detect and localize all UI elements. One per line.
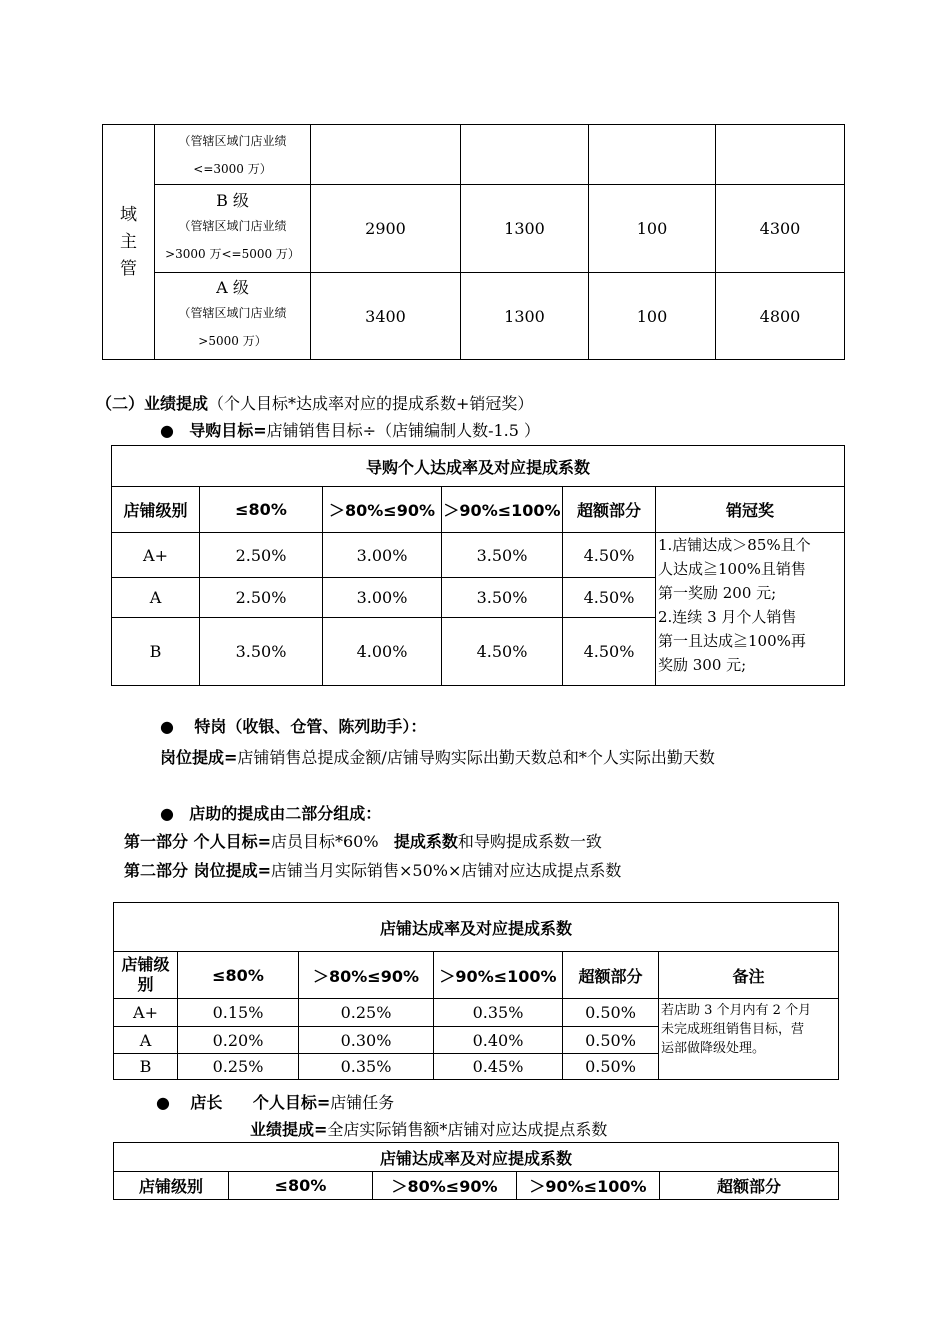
grade-note: （管辖区域门店业绩 <box>178 133 287 148</box>
table-cell: 0.50% <box>563 1027 659 1054</box>
award-line: 第一且达成≧100%再 <box>658 632 806 650</box>
table-header: 超额部分 <box>563 487 656 533</box>
table-header: ≤80% <box>229 1172 373 1200</box>
side-label <box>103 125 155 360</box>
table-cell: 100 <box>589 273 716 360</box>
table-cell: 0.40% <box>434 1027 563 1054</box>
table-header: ＞90%≤100% <box>517 1172 660 1200</box>
table-header: 备注 <box>659 952 839 999</box>
manager-bullet <box>156 1090 394 1113</box>
grade-note: >3000 万<=5000 万） <box>165 246 300 261</box>
table-header: 店铺级别 <box>114 1172 229 1200</box>
table-header: 店铺级别 <box>114 952 178 999</box>
award-line: 奖励 300 元; <box>658 656 747 674</box>
table-header: 店铺级别 <box>112 487 200 533</box>
assistant-part1 <box>124 829 602 852</box>
table-cell: 4.50% <box>563 618 656 686</box>
award-line: 第一奖励 200 元; <box>658 584 777 602</box>
table-header: ＞90%≤100% <box>434 952 563 999</box>
special-post-label: 特岗（收银、仓管、陈列助手）： <box>194 717 427 736</box>
table-cell: 0.35% <box>299 1054 434 1080</box>
award-line: 人达成≧100%且销售 <box>658 560 806 578</box>
special-post-rest: 店铺销售总提成金额/店铺导购实际出勤天数总和*个人实际出勤天数 <box>237 748 715 767</box>
assistant-part1-bold: 第一部分 个人目标= <box>124 832 271 851</box>
table-cell: 3.00% <box>323 578 442 618</box>
table-header: 超额部分 <box>660 1172 839 1200</box>
table-cell: A+ <box>114 999 178 1027</box>
table-cell: 0.45% <box>434 1054 563 1080</box>
guide-commission-table <box>111 445 845 686</box>
guide-target-rest: 店铺销售目标÷（店铺编制人数-1.5 ） <box>266 421 541 440</box>
table-cell: 2900 <box>311 185 461 273</box>
table-cell: A+ <box>112 533 200 578</box>
table-cell: 0.50% <box>563 1054 659 1080</box>
table-cell: B <box>112 618 200 686</box>
table-header: ＞90%≤100% <box>442 487 563 533</box>
table-cell: 0.25% <box>299 999 434 1027</box>
section2-heading <box>96 391 533 414</box>
guide-target-line <box>160 418 540 441</box>
grade-label: A 级 <box>216 278 249 297</box>
table-cell: 3.00% <box>323 533 442 578</box>
table-cell: 3.50% <box>200 618 323 686</box>
grade-cell <box>155 125 311 185</box>
table-cell: 4.50% <box>563 578 656 618</box>
assistant-part2-bold: 第二部分 岗位提成= <box>124 861 271 880</box>
assistant-part1-rest: 和导购提成系数一致 <box>457 832 602 851</box>
section2-heading-bold: （二）业绩提成 <box>96 394 209 413</box>
table-cell: 1300 <box>461 273 589 360</box>
table-cell: 2.50% <box>200 578 323 618</box>
table-header: ≤80% <box>178 952 299 999</box>
side-label-char: 管 <box>120 258 137 279</box>
table-cell: 3.50% <box>442 533 563 578</box>
table-cell: 4300 <box>716 185 845 273</box>
table-cell <box>716 125 845 185</box>
grade-note: （管辖区域门店业绩 <box>178 306 287 320</box>
section2-heading-rest: （个人目标*达成率对应的提成系数+销冠奖） <box>208 394 534 413</box>
table-cell: 3.50% <box>442 578 563 618</box>
table-cell: 4.50% <box>442 618 563 686</box>
remark-line: 运部做降级处理。 <box>661 1041 766 1056</box>
table-cell: A <box>112 578 200 618</box>
table-cell: 0.35% <box>434 999 563 1027</box>
remark-line: 若店助 3 个月内有 2 个月 <box>661 1003 812 1018</box>
remark-line: 未完成班组销售目标，营 <box>661 1022 805 1037</box>
manager-target-bold: 个人目标= <box>252 1093 331 1112</box>
bullet-icon: ● <box>160 804 174 823</box>
table-cell: 0.50% <box>563 999 659 1027</box>
table-cell: A <box>114 1027 178 1054</box>
table-cell: 0.25% <box>178 1054 299 1080</box>
table-title: 店铺达成率及对应提成系数 <box>114 903 839 952</box>
table-title: 导购个人达成率及对应提成系数 <box>112 446 845 487</box>
table-header: 超额部分 <box>563 952 659 999</box>
table-header: ＞80%≤90% <box>323 487 442 533</box>
assistant-part2-rest: 店铺当月实际销售×50%×店铺对应达成提点系数 <box>270 861 622 880</box>
table-cell <box>311 125 461 185</box>
grade-note: <=3000 万） <box>193 161 272 176</box>
side-label-char: 域 <box>120 204 137 225</box>
table-cell: 0.30% <box>299 1027 434 1054</box>
manager-perf-bold: 业绩提成= <box>250 1120 328 1139</box>
bullet-icon: ● <box>156 1093 170 1112</box>
bullet-icon: ● <box>160 717 174 736</box>
manager-perf-rest: 全店实际销售额*店铺对应达成提点系数 <box>327 1120 608 1139</box>
manager-target-rest: 店铺任务 <box>330 1093 395 1112</box>
remark-cell <box>659 999 839 1080</box>
award-line: 2.连续 3 月个人销售 <box>658 608 797 626</box>
award-cell <box>656 533 845 686</box>
table-cell: 3400 <box>311 273 461 360</box>
manager-label: 店长 <box>190 1093 223 1112</box>
table-cell: 0.15% <box>178 999 299 1027</box>
table-cell: 0.20% <box>178 1027 299 1054</box>
special-post-bullet <box>160 714 426 737</box>
side-label-char: 主 <box>120 231 137 252</box>
table-cell: 4800 <box>716 273 845 360</box>
assistant-bullet <box>160 801 381 824</box>
assistant-label: 店助的提成由二部分组成： <box>189 804 382 823</box>
table-cell: 1300 <box>461 185 589 273</box>
guide-target-bold: 导购目标= <box>189 421 267 440</box>
table-title: 店铺达成率及对应提成系数 <box>114 1143 839 1172</box>
assistant-part1-bold2: 提成系数 <box>393 832 458 851</box>
grade-cell <box>155 185 311 273</box>
table-cell: 2.50% <box>200 533 323 578</box>
table-cell: 4.50% <box>563 533 656 578</box>
table-header: 销冠奖 <box>656 487 845 533</box>
table-header: ≤80% <box>200 487 323 533</box>
grade-label: B 级 <box>216 190 249 210</box>
table-cell: 100 <box>589 185 716 273</box>
regional-manager-table <box>102 124 845 360</box>
table-cell: 4.00% <box>323 618 442 686</box>
grade-note: （管辖区域门店业绩 <box>178 218 287 233</box>
table-cell <box>589 125 716 185</box>
special-post-formula <box>160 745 715 768</box>
award-line: 1.店铺达成＞85%且个 <box>658 536 811 554</box>
table-header: ＞80%≤90% <box>299 952 434 999</box>
store-commission-table <box>113 902 839 1080</box>
manager-performance <box>250 1117 607 1140</box>
grade-note: >5000 万） <box>198 334 267 348</box>
table-header: ＞80%≤90% <box>373 1172 517 1200</box>
special-post-bold: 岗位提成= <box>160 748 238 767</box>
table-cell <box>461 125 589 185</box>
grade-cell <box>155 273 311 360</box>
table-cell: B <box>114 1054 178 1080</box>
assistant-part2 <box>124 858 621 881</box>
bullet-icon: ● <box>160 421 174 440</box>
assistant-part1-mid: 店员目标*60% <box>270 832 379 851</box>
manager-commission-table <box>113 1142 839 1200</box>
